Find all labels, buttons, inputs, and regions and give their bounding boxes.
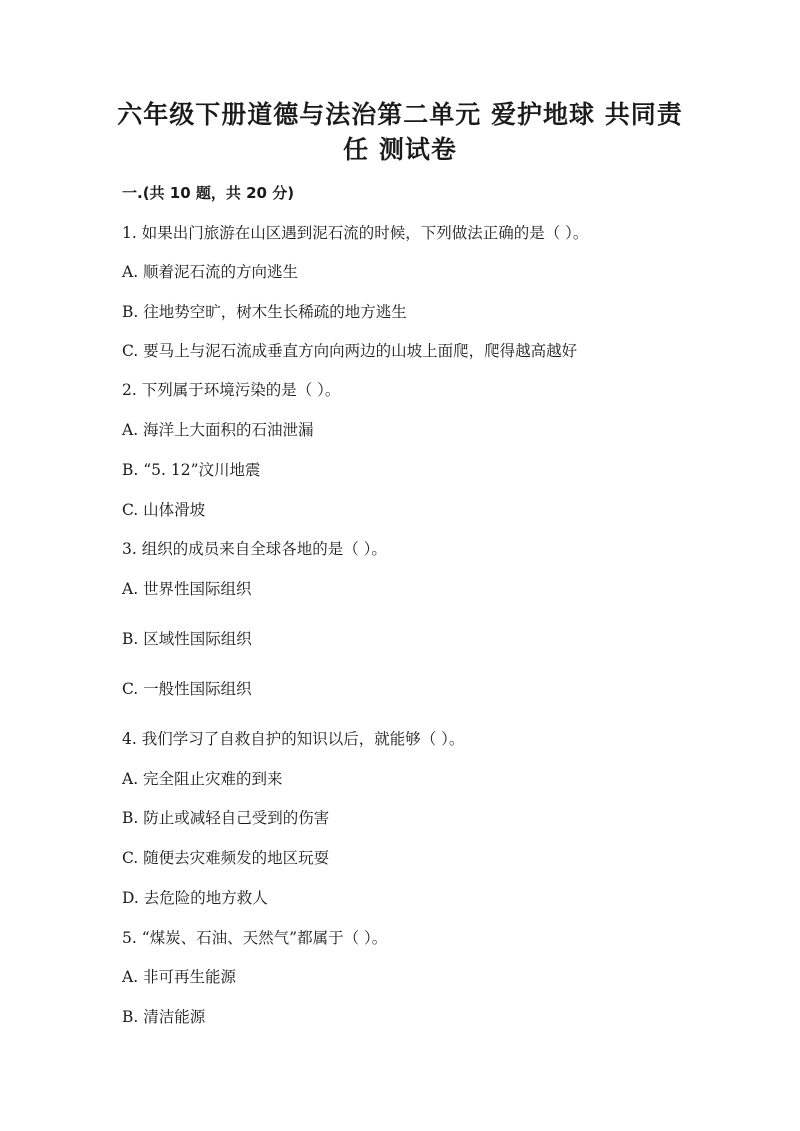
question-1-stem: 1. 如果出门旅游在山区遇到泥石流的时候，下列做法正确的是（ ）。 (122, 224, 589, 242)
question-1-option-b: B. 往地势空旷，树木生长稀疏的地方逃生 (122, 303, 407, 321)
page-title-line-2: 任 测试卷 (343, 135, 457, 164)
question-5-stem: 5. “煤炭、石油、天然气”都属于（ ）。 (122, 929, 388, 947)
question-3-stem: 3. 组织的成员来自全球各地的是（ ）。 (122, 540, 387, 558)
question-1-option-c: C. 要马上与泥石流成垂直方向向两边的山坡上面爬，爬得越高越好 (122, 342, 578, 360)
question-1-option-a: A. 顺着泥石流的方向逃生 (122, 263, 299, 281)
question-3-option-c: C. 一般性国际组织 (122, 680, 252, 698)
question-2-option-c: C. 山体滑坡 (122, 501, 206, 519)
page-title-line-1: 六年级下册道德与法治第二单元 爱护地球 共同责 (117, 100, 683, 129)
question-3-option-b: B. 区域性国际组织 (122, 630, 252, 648)
question-5-option-a: A. 非可再生能源 (122, 968, 237, 986)
question-3-option-a: A. 世界性国际组织 (122, 580, 252, 598)
question-4-option-b: B. 防止或减轻自己受到的伤害 (122, 809, 330, 827)
question-2-option-a: A. 海洋上大面积的石油泄漏 (122, 421, 314, 439)
question-4-option-c: C. 随便去灾难频发的地区玩耍 (122, 849, 330, 867)
question-2-option-b: B. “5. 12”汶川地震 (122, 461, 261, 479)
question-4-option-d: D. 去危险的地方救人 (122, 889, 268, 907)
question-2-stem: 2. 下列属于环境污染的是（ ）。 (122, 381, 341, 399)
question-4-stem: 4. 我们学习了自救自护的知识以后，就能够（ ）。 (122, 730, 465, 748)
section-heading: 一.(共 10 题，共 20 分) (122, 184, 295, 202)
question-4-option-a: A. 完全阻止灾难的到来 (122, 770, 283, 788)
question-5-option-b: B. 清洁能源 (122, 1008, 206, 1026)
